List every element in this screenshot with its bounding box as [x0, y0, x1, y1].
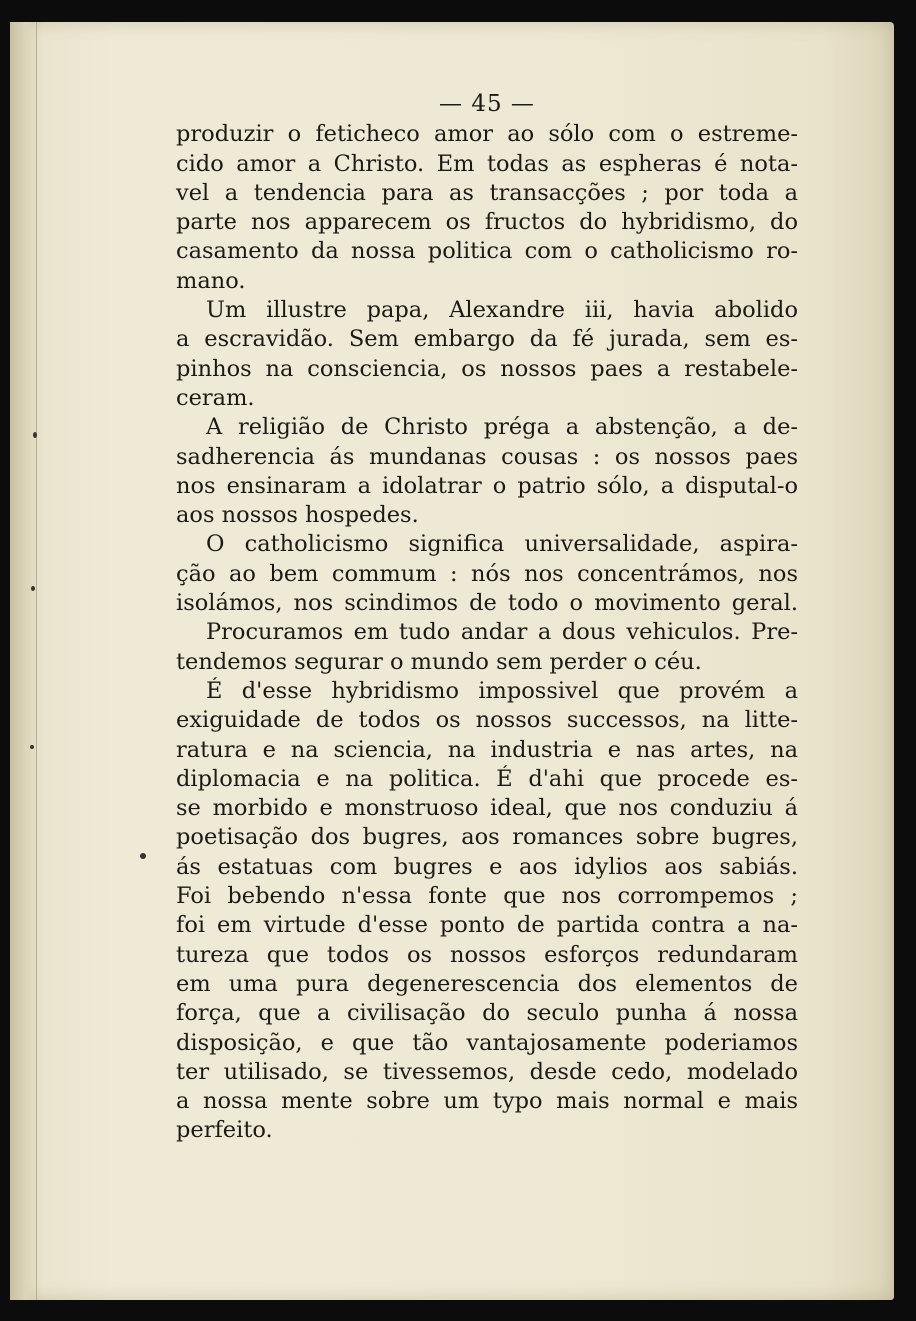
- text-line: foi em virtude d'esse ponto de partida contra a na-: [176, 912, 798, 939]
- text-line: produzir o feticheco amor ao sólo com o estreme-: [176, 121, 798, 148]
- text-line: O catholicismo significa universalidade, aspira-: [206, 531, 798, 558]
- text-line: sadherencia ás mundanas cousas : os nossos paes: [176, 443, 798, 470]
- page-body-text: [176, 90, 798, 1146]
- text-line: poetisação dos bugres, aos romances sobre bugres,: [176, 824, 798, 851]
- text-line: ter utilisado, se tivessemos, desde cedo, modelado: [176, 1058, 798, 1085]
- text-line: exiguidade de todos os nossos successos, na litte-: [176, 707, 798, 734]
- text-line: ção ao bem commum : nós nos concentrámos, nos: [176, 560, 798, 587]
- ink-speck: [33, 432, 37, 438]
- text-line: tureza que todos os nossos esforços redundaram: [176, 941, 798, 968]
- text-line: se morbido e monstruoso ideal, que nos conduziu á: [176, 795, 798, 822]
- text-line: É d'esse hybridismo impossivel que provém a: [206, 677, 798, 704]
- text-line: diplomacia e na politica. É d'ahi que procede es-: [176, 765, 798, 792]
- text-line: vel a tendencia para as transacções ; por toda a: [176, 179, 798, 206]
- text-line: cido amor a Christo. Em todas as espheras é nota-: [176, 150, 798, 177]
- ink-speck: [140, 853, 146, 859]
- text-line: ceram.: [176, 384, 255, 411]
- ink-speck: [30, 745, 34, 749]
- text-line: casamento da nossa politica com o catholicismo ro-: [176, 238, 798, 265]
- text-line: a nossa mente sobre um typo mais normal e mais: [176, 1088, 798, 1115]
- text-line: tendemos segurar o mundo sem perder o céu.: [176, 648, 702, 675]
- page-number: — 45 —: [439, 91, 535, 117]
- text-line: a escravidão. Sem embargo da fé jurada, sem es-: [176, 326, 798, 353]
- text-line: nos ensinaram a idolatrar o patrio sólo, a disputal-o: [176, 472, 798, 499]
- text-line: parte nos apparecem os fructos do hybridismo, do: [176, 209, 798, 236]
- text-line: Foi bebendo n'essa fonte que nos corrompemos ;: [176, 883, 798, 910]
- text-line: força, que a civilisação do seculo punha á nossa: [176, 1000, 798, 1027]
- text-line: aos nossos hospedes.: [176, 502, 419, 529]
- text-line: mano.: [176, 267, 246, 294]
- text-line: disposição, e que tão vantajosamente poderiamos: [176, 1029, 798, 1056]
- text-line: em uma pura degenerescencia dos elementos de: [176, 970, 798, 997]
- page-gutter: [10, 22, 37, 1300]
- text-line: isolámos, nos scindimos de todo o movimento geral.: [176, 590, 798, 617]
- text-line: Procuramos em tudo andar a dous vehiculos. Pre-: [206, 619, 798, 646]
- text-line: perfeito.: [176, 1117, 273, 1144]
- text-line: ratura e na sciencia, na industria e nas artes, na: [176, 736, 798, 763]
- text-line: Um illustre papa, Alexandre iii, havia abolido: [206, 297, 798, 324]
- ink-speck: [31, 586, 35, 591]
- text-line: pinhos na consciencia, os nossos paes a restabele-: [176, 355, 798, 382]
- text-line: A religião de Christo préga a abstenção, a de-: [206, 414, 798, 441]
- text-line: ás estatuas com bugres e aos idylios aos sabiás.: [176, 853, 798, 880]
